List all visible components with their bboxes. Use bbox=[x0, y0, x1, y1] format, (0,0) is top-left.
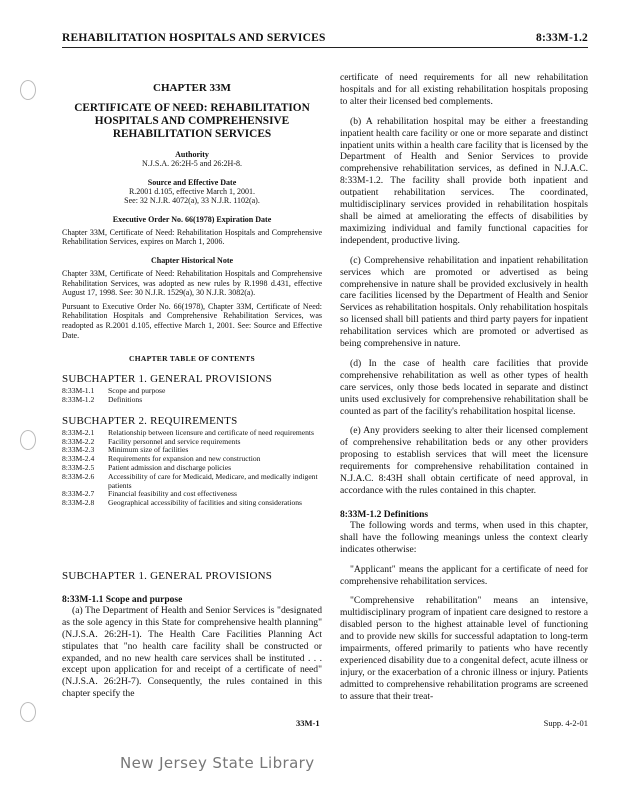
toc-list bbox=[62, 387, 322, 405]
chapter-number: CHAPTER 33M bbox=[153, 82, 231, 94]
left-column bbox=[62, 72, 322, 700]
toc-entry-number: 8:33M-2.2 bbox=[62, 436, 95, 446]
executive-order-heading: Executive Order No. 66(1978) Expiration Date bbox=[112, 214, 272, 224]
toc-entry-title: Accessibility of care for Medicaid, Medicare, and medically indigent patients bbox=[108, 471, 318, 490]
toc-entry-title: Definitions bbox=[108, 394, 143, 404]
toc-entry bbox=[62, 438, 322, 447]
running-header-title: REHABILITATION HOSPITALS AND SERVICES bbox=[62, 32, 326, 44]
section-heading: 8:33M-1.1 Scope and purpose bbox=[62, 594, 183, 605]
toc-entry-title: Scope and purpose bbox=[108, 386, 166, 396]
toc-entry-number: 8:33M-1.2 bbox=[62, 394, 95, 404]
toc-entry-number: 8:33M-2.1 bbox=[62, 427, 95, 437]
toc-entry bbox=[62, 387, 322, 396]
paragraph-continuation: certificate of need requirements for all new rehabilitation hospitals and for all existing rehabilitation hospitals proposing to alter their licensed bed complements. bbox=[340, 72, 588, 107]
subchapter-heading: SUBCHAPTER 1. GENERAL PROVISIONS bbox=[62, 569, 273, 582]
supplement-date: Supp. 4-2-01 bbox=[543, 718, 588, 728]
toc-entry-number: 8:33M-2.4 bbox=[62, 454, 95, 464]
toc-entry-title: Relationship between licensure and certificate of need requirements bbox=[108, 427, 314, 437]
authority-text: N.J.S.A. 26:2H-5 and 26:2H-8. bbox=[142, 159, 242, 168]
running-header-section: 8:33M-1.2 bbox=[536, 32, 588, 44]
historical-note-text-2: Pursuant to Executive Order No. 66(1978), Chapter 33M, Certificate of Need: Rehabilitation Hospitals and Comprehensive Rehabilitation Services, was readopted as R.2001 d.105, effective March 1, 2001. See: Source and Effective Date. bbox=[62, 301, 322, 340]
chapter-title-line: CERTIFICATE OF NEED: REHABILITATION bbox=[74, 102, 310, 114]
library-stamp: New Jersey State Library bbox=[120, 754, 315, 772]
toc-entry bbox=[62, 499, 322, 508]
toc-entry-title: Financial feasibility and cost effectiveness bbox=[108, 489, 237, 499]
toc-entry-number: 8:33M-1.1 bbox=[62, 386, 95, 396]
right-column bbox=[340, 72, 588, 703]
toc-entry-title: Facility personnel and service requirements bbox=[108, 436, 241, 446]
page-number: 33M-1 bbox=[296, 718, 320, 728]
toc-entry-number: 8:33M-2.6 bbox=[62, 471, 95, 481]
punch-hole-mark bbox=[20, 702, 36, 722]
toc-subchapter-heading: SUBCHAPTER 1. GENERAL PROVISIONS bbox=[62, 373, 273, 386]
toc-entry-number: 8:33M-2.5 bbox=[62, 462, 95, 472]
toc-list bbox=[62, 429, 322, 508]
historical-note-heading: Chapter Historical Note bbox=[150, 255, 234, 265]
definitions-intro: The following words and terms, when used in this chapter, shall have the following meanings unless the context clearly indicates otherwise: bbox=[340, 519, 588, 555]
toc-entry-title: Geographical accessibility of facilities and siting considerations bbox=[108, 498, 303, 508]
paragraph-d: (d) In the case of health care facilities that provide comprehensive rehabilitation as well as other types of health care services, only those beds located in separate and distinct units used exclusively for comprehensive rehabilitation shall be counted as part of the facility's rehabilitation hospital license. bbox=[340, 357, 588, 417]
toc-entry bbox=[62, 396, 322, 405]
toc-entry-title: Requirements for expansion and new construction bbox=[108, 454, 261, 464]
paragraph-a: (a) The Department of Health and Senior Services is "designated as the sole agency in this State for comprehensive health planning" (N.J.S.A. 26:2H-1). The Health Care Facilities Planning Act stipulates that "no health care facility shall be constructed or expanded, and no new health care services shall be instituted . . . except upon application for and receipt of a certificate of need" (N.J.S.A. 26:2H-7). Consequently, the rules contained in this chapter specify the bbox=[62, 604, 322, 700]
source-text-1: R.2001 d.105, effective March 1, 2001. bbox=[128, 186, 256, 196]
toc-entry-number: 8:33M-2.3 bbox=[62, 445, 95, 455]
paragraph-e: (e) Any providers seeking to alter their licensed complement of comprehensive rehabilitation beds or any other providers proposing to establish services that will meet the licensure requirements for comprehensive rehabilitation contained in N.J.A.C. 8:43H shall obtain certificate of need approval, in accordance with the rules contained in this chapter. bbox=[340, 425, 588, 496]
chapter-title bbox=[62, 102, 322, 141]
toc-entry bbox=[62, 473, 322, 491]
section-heading: 8:33M-1.2 Definitions bbox=[340, 509, 429, 520]
table-of-contents-heading: CHAPTER TABLE OF CONTENTS bbox=[129, 354, 255, 364]
toc-entry-title: Patient admission and discharge policies bbox=[108, 462, 232, 472]
toc-entry-number: 8:33M-2.7 bbox=[62, 489, 95, 499]
chapter-title-line: HOSPITALS AND COMPREHENSIVE bbox=[94, 115, 290, 127]
punch-hole-mark bbox=[20, 80, 36, 100]
chapter-title-line: REHABILITATION SERVICES bbox=[112, 128, 272, 140]
source-text-2: See: 32 N.J.R. 4072(a), 33 N.J.R. 1102(a). bbox=[124, 196, 260, 206]
header-rule bbox=[62, 47, 588, 48]
historical-note-text-1: Chapter 33M, Certificate of Need: Rehabilitation Hospitals and Comprehensive Rehabilitation Services, was adopted as new rules by R.1998 d.431, effective August 17, 1998. See: 30 N.J.R. 1529(a), 30 N.J.R. 3082(a). bbox=[62, 268, 322, 298]
toc-subchapter-heading: SUBCHAPTER 2. REQUIREMENTS bbox=[62, 414, 238, 427]
toc-entry-number: 8:33M-2.8 bbox=[62, 498, 95, 508]
running-header bbox=[62, 32, 588, 46]
toc-entry-title: Minimum size of facilities bbox=[108, 445, 189, 455]
authority-heading: Authority bbox=[175, 150, 209, 159]
paragraph-b: (b) A rehabilitation hospital may be either a freestanding inpatient health care facility or one or more separate and distinct inpatient units within a health care facility that is licensed by the Department of Health and Senior Services to provide comprehensive rehabilitation services, as defined in N.J.A.C. 8:33M-1.2. The facility shall provide both inpatient and outpatient rehabilitation services. The coordinated, multidisciplinary services provided in rehabilitation hospitals shall be aimed at ameliorating the effects of disabilities by maximizing individual and family functional capacities for independent, productive living. bbox=[340, 115, 588, 246]
definition-applicant: "Applicant" means the applicant for a certificate of need for comprehensive rehabilitation services. bbox=[340, 563, 588, 587]
definition-comprehensive-rehabilitation: "Comprehensive rehabilitation" means an intensive, multidisciplinary program of inpatient care designed to restore a disabled person to the highest attainable level of functioning and to provide new skills for successful adaptation to long-term impairments, offered primarily to patients who have recently experienced disability due to a congenital defect, acute illness or injury, or the exacerbation of a chronic illness or injury. Patients admitted to comprehensive rehabilitation programs are screened to assure that their treat- bbox=[340, 595, 588, 702]
source-heading: Source and Effective Date bbox=[147, 177, 237, 187]
executive-order-text: Chapter 33M, Certificate of Need: Rehabilitation Hospitals and Comprehensive Rehabilitation Services, expires on March 1, 2006. bbox=[62, 227, 322, 247]
punch-hole-mark bbox=[20, 430, 36, 450]
paragraph-c: (c) Comprehensive rehabilitation and inpatient rehabilitation services which are promoted or advertised as being comprehensive in nature shall be provided exclusively in health care facilities licensed by the Department of Health and Senior Services as rehabilitation hospitals. Only rehabilitation hospitals so licensed shall bill patients and third party payers for inpatient rehabilitation services which are promoted or advertised as being comprehensive in nature. bbox=[340, 254, 588, 350]
